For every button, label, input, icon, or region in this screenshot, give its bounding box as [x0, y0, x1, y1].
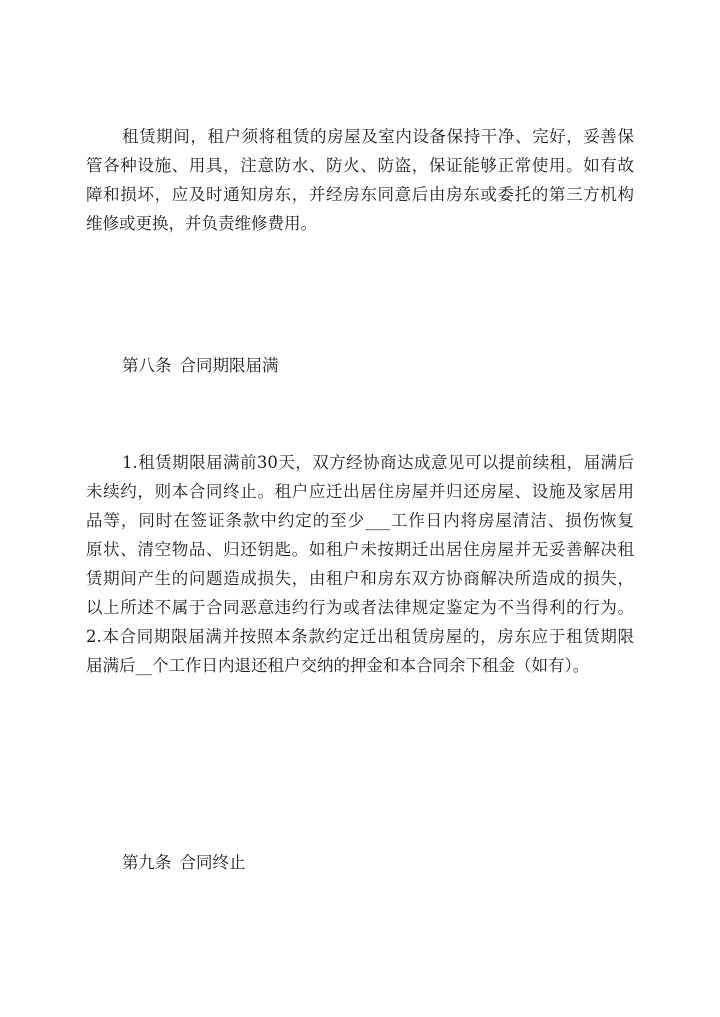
paragraph-line: 品等，同时在签证条款中约定的至少___工作日内将房屋清洁、损伤恢复	[86, 511, 634, 530]
article-8-number: 第八条	[122, 356, 172, 375]
paragraph-line: 租赁期间，租户须将租赁的房屋及室内设备保持干净、完好，妥善保	[122, 127, 634, 146]
paragraph-line: 届满后__个工作日内退还租户交纳的押金和本合同余下租金（如有）。	[86, 656, 590, 675]
paragraph-line: 原状、清空物品、归还钥匙。如租户未按期迁出居住房屋并无妥善解决租	[86, 540, 634, 559]
paragraph-expiry	[86, 448, 634, 680]
article-9-title: 合同终止	[179, 853, 246, 872]
paragraph-line: 管各种设施、用具，注意防水、防火、防盗，保证能够正常使用。如有故	[86, 156, 634, 175]
article-9-heading	[122, 848, 246, 877]
article-9-number: 第九条	[122, 853, 172, 872]
paragraph-line: 以上所述不属于合同恶意违约行为或者法律规定鉴定为不当得利的行为。	[86, 598, 634, 617]
paragraph-upkeep	[86, 122, 634, 238]
paragraph-line: 未续约，则本合同终止。租户应迁出居住房屋并归还房屋、设施及家居用	[86, 482, 634, 501]
paragraph-line: 1.租赁期限届满前30天，双方经协商达成意见可以提前续租，届满后	[122, 453, 634, 472]
paragraph-line: 障和损坏，应及时通知房东，并经房东同意后由房东或委托的第三方机构	[86, 185, 634, 204]
paragraph-line: 2.本合同期限届满并按照本条款约定迁出租赁房屋的，房东应于租赁期限	[86, 627, 634, 646]
paragraph-line: 维修或更换，并负责维修费用。	[86, 214, 317, 233]
article-8-title: 合同期限届满	[179, 356, 279, 375]
article-8-heading	[122, 351, 279, 380]
paragraph-line: 赁期间产生的问题造成损失，由租户和房东双方协商解决所造成的损失，	[86, 569, 634, 588]
